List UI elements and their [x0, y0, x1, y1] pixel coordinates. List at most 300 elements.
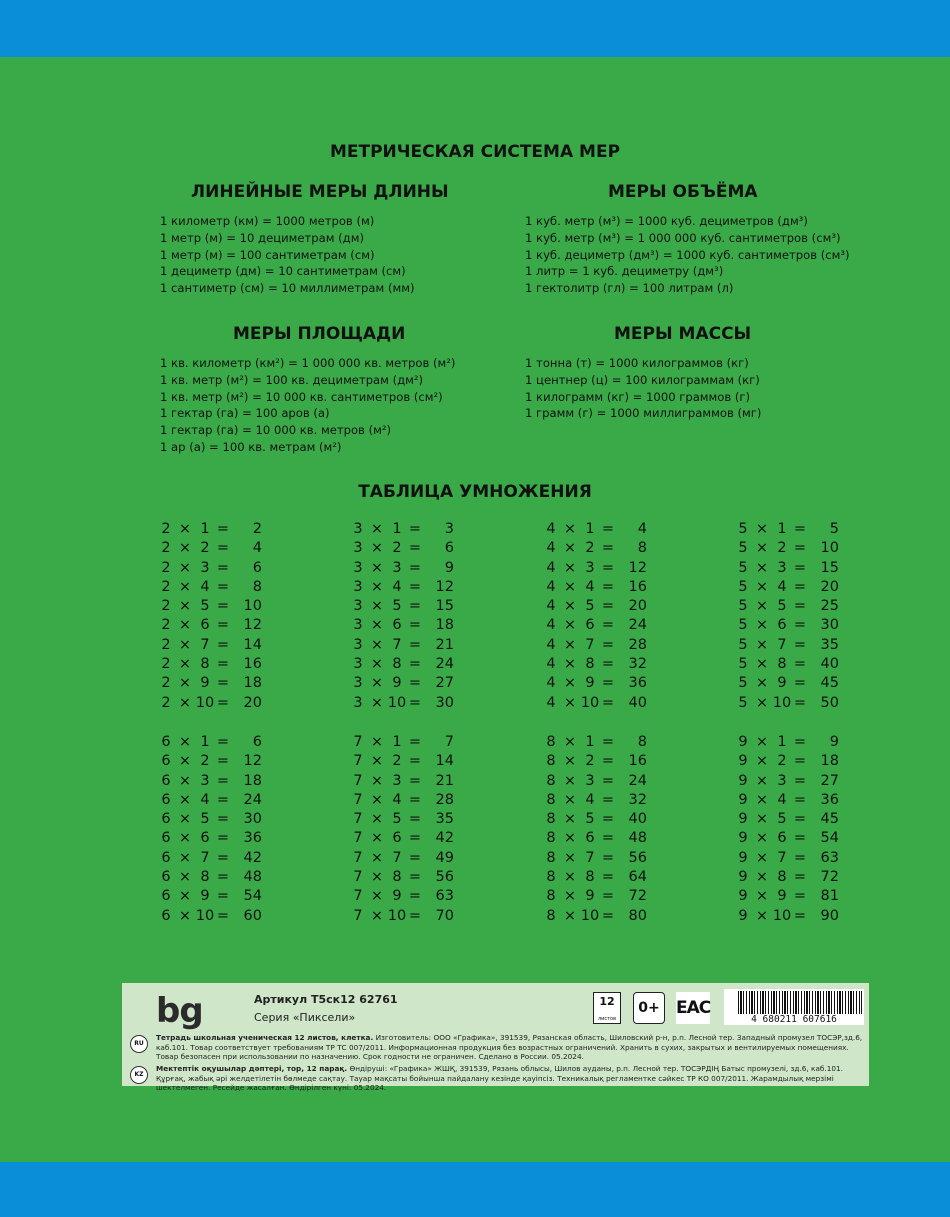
- multiplication-row: [352, 849, 472, 868]
- times-sign: ×: [563, 907, 577, 924]
- times-sign: ×: [178, 656, 192, 673]
- product: 18: [435, 617, 454, 634]
- product: 20: [628, 598, 647, 615]
- equals-sign: =: [408, 636, 422, 653]
- times-sign: ×: [755, 656, 769, 673]
- multiplier: 5: [585, 811, 595, 828]
- multiplier: 7: [777, 636, 787, 653]
- product: 81: [820, 888, 839, 905]
- product: 27: [435, 675, 454, 692]
- multiplicand: 9: [738, 811, 748, 828]
- multiplier: 8: [200, 656, 210, 673]
- multiplicand: 7: [353, 849, 363, 866]
- multiplicand: 7: [353, 734, 363, 750]
- multiplication-row: [545, 655, 665, 674]
- multiplier: 9: [200, 675, 210, 692]
- area-line: 1 ар (а) = 100 кв. метрам (м²): [160, 439, 342, 454]
- equals-sign: =: [793, 907, 807, 924]
- product: 54: [820, 830, 839, 847]
- multiplication-row: [352, 636, 472, 655]
- equals-sign: =: [216, 734, 230, 750]
- multiplication-row: [545, 849, 665, 868]
- multiplier: 4: [777, 791, 787, 808]
- multiplier: 10: [387, 907, 407, 924]
- multiplicand: 9: [738, 791, 748, 808]
- multiplier: 1: [200, 521, 210, 537]
- multiplier: 7: [585, 636, 595, 653]
- equals-sign: =: [216, 617, 230, 634]
- eac-mark-icon: EAC: [676, 992, 710, 1024]
- times-sign: ×: [370, 617, 384, 634]
- multiplier: 10: [387, 694, 407, 711]
- barcode-bars-icon: [738, 991, 862, 1015]
- equals-sign: =: [408, 811, 422, 828]
- multiplicand: 6: [161, 888, 171, 905]
- times-sign: ×: [755, 617, 769, 634]
- multiplier: 7: [200, 849, 210, 866]
- multiplicand: 2: [161, 521, 171, 537]
- multiplication-row: [545, 597, 665, 616]
- times-sign: ×: [370, 907, 384, 924]
- multiplication-row: [160, 655, 280, 674]
- product: 28: [435, 791, 454, 808]
- equals-sign: =: [408, 907, 422, 924]
- length-section-list: [160, 213, 414, 297]
- times-sign: ×: [563, 849, 577, 866]
- equals-sign: =: [601, 869, 615, 886]
- multiplier: 10: [195, 907, 215, 924]
- equals-sign: =: [601, 559, 615, 576]
- times-sign: ×: [178, 617, 192, 634]
- multiplicand: 8: [546, 849, 556, 866]
- times-sign: ×: [178, 869, 192, 886]
- equals-sign: =: [216, 888, 230, 905]
- multiplication-row: [352, 772, 472, 791]
- multiplicand: 3: [353, 636, 363, 653]
- multiplicand: 2: [161, 617, 171, 634]
- times-sign: ×: [563, 734, 577, 750]
- times-sign: ×: [178, 772, 192, 789]
- product: 24: [243, 791, 262, 808]
- times-sign: ×: [563, 521, 577, 537]
- product: 80: [628, 907, 647, 924]
- times-sign: ×: [755, 753, 769, 770]
- equals-sign: =: [601, 907, 615, 924]
- multiplication-row: [160, 868, 280, 887]
- multiplicand: 5: [738, 694, 748, 711]
- equals-sign: =: [601, 734, 615, 750]
- multiplicand: 6: [161, 734, 171, 750]
- multiplicand: 4: [546, 636, 556, 653]
- multiplier: 10: [580, 694, 600, 711]
- equals-sign: =: [793, 540, 807, 557]
- mass-section-title: МЕРЫ МАССЫ: [614, 324, 752, 344]
- times-sign: ×: [178, 540, 192, 557]
- product: 54: [243, 888, 262, 905]
- multiplier: 7: [392, 849, 402, 866]
- multiplier: 5: [585, 598, 595, 615]
- product: 60: [243, 907, 262, 924]
- multiplier: 9: [777, 888, 787, 905]
- product: 45: [820, 675, 839, 692]
- times-sign: ×: [563, 656, 577, 673]
- equals-sign: =: [408, 617, 422, 634]
- equals-sign: =: [793, 753, 807, 770]
- multiplier: 9: [777, 675, 787, 692]
- product: 63: [820, 849, 839, 866]
- times-sign: ×: [563, 559, 577, 576]
- multiplier: 9: [585, 888, 595, 905]
- multiplier: 7: [392, 636, 402, 653]
- product: 72: [820, 869, 839, 886]
- product: 15: [820, 559, 839, 576]
- equals-sign: =: [601, 830, 615, 847]
- product: 24: [628, 617, 647, 634]
- equals-sign: =: [793, 694, 807, 711]
- times-sign: ×: [370, 772, 384, 789]
- product: 8: [637, 734, 647, 750]
- equals-sign: =: [216, 578, 230, 595]
- times-sign: ×: [178, 907, 192, 924]
- multiplication-block: [737, 733, 857, 926]
- times-sign: ×: [370, 791, 384, 808]
- multiplicand: 6: [161, 849, 171, 866]
- multiplicand: 2: [161, 559, 171, 576]
- times-sign: ×: [563, 598, 577, 615]
- kz-language-icon: KZ: [130, 1066, 148, 1084]
- equals-sign: =: [793, 675, 807, 692]
- times-sign: ×: [178, 753, 192, 770]
- times-sign: ×: [755, 598, 769, 615]
- multiplication-row: [545, 791, 665, 810]
- times-sign: ×: [563, 811, 577, 828]
- multiplicand: 7: [353, 791, 363, 808]
- product: 16: [628, 578, 647, 595]
- times-sign: ×: [755, 540, 769, 557]
- product: 90: [820, 907, 839, 924]
- multiplicand: 4: [546, 578, 556, 595]
- product: 16: [243, 656, 262, 673]
- sheets-word: листов: [597, 1016, 617, 1022]
- equals-sign: =: [216, 559, 230, 576]
- sheets-count: 12: [599, 995, 615, 1008]
- area-line: 1 гектар (га) = 10 000 кв. метров (м²): [160, 423, 392, 438]
- multiplication-row: [737, 887, 857, 906]
- equals-sign: =: [793, 578, 807, 595]
- product: 40: [628, 811, 647, 828]
- equals-sign: =: [216, 656, 230, 673]
- product: 45: [820, 811, 839, 828]
- product: 40: [628, 694, 647, 711]
- product: 15: [435, 598, 454, 615]
- multiplicand: 4: [546, 521, 556, 537]
- multiplication-row: [160, 772, 280, 791]
- ru-product-name: Тетрадь школьная ученическая 12 листов, клетка.: [156, 1033, 374, 1042]
- equals-sign: =: [408, 578, 422, 595]
- multiplication-row: [160, 636, 280, 655]
- top-blue-stripe: [0, 0, 950, 57]
- times-sign: ×: [563, 791, 577, 808]
- multiplication-row: [352, 539, 472, 558]
- equals-sign: =: [601, 675, 615, 692]
- multiplicand: 3: [353, 694, 363, 711]
- product: 6: [444, 540, 454, 557]
- article-number: Артикул Т5ск12 62761: [254, 993, 398, 1006]
- multiplication-row: [545, 752, 665, 771]
- times-sign: ×: [370, 598, 384, 615]
- product: 30: [243, 811, 262, 828]
- length-line: 1 километр (км) = 1000 метров (м): [160, 214, 375, 228]
- equals-sign: =: [216, 753, 230, 770]
- multiplication-row: [160, 791, 280, 810]
- product: 32: [628, 791, 647, 808]
- multiplication-row: [545, 772, 665, 791]
- product: 7: [444, 734, 454, 750]
- multiplication-row: [545, 616, 665, 635]
- multiplicand: 7: [353, 753, 363, 770]
- multiplicand: 3: [353, 675, 363, 692]
- equals-sign: =: [408, 869, 422, 886]
- times-sign: ×: [755, 559, 769, 576]
- multiplication-row: [737, 752, 857, 771]
- times-sign: ×: [370, 849, 384, 866]
- area-section-list: [160, 355, 455, 456]
- multiplicand: 2: [161, 578, 171, 595]
- multiplier: 7: [200, 636, 210, 653]
- multiplicand: 2: [161, 694, 171, 711]
- length-section-title: ЛИНЕЙНЫЕ МЕРЫ ДЛИНЫ: [191, 182, 449, 202]
- multiplicand: 5: [738, 559, 748, 576]
- multiplier: 2: [392, 540, 402, 557]
- volume-line: 1 литр = 1 куб. дециметру (дм³): [525, 264, 724, 279]
- bottom-blue-stripe: [0, 1162, 950, 1217]
- product: 36: [628, 675, 647, 692]
- times-sign: ×: [178, 694, 192, 711]
- times-sign: ×: [755, 907, 769, 924]
- multiplication-row: [160, 578, 280, 597]
- equals-sign: =: [793, 830, 807, 847]
- equals-sign: =: [216, 849, 230, 866]
- times-sign: ×: [370, 540, 384, 557]
- multiplication-row: [737, 733, 857, 752]
- kz-details: Өндіруші: «Графика» ЖШҚ, 391539, Рязань облысы, Шилов ауданы, р.п. Лесной тер. ТОСЭРДІҢ Батыс промузелі, зд.6, каб.101. Құрғақ, жабық әрі желдетілетін бөлмеде сақтау. Тауар мақсаты бойынша пайдалану кезінде қауіпсіз. Техникалық регламентке сәйкес ТР КО 007/2011. Жарамдылық мерзімі шектелмеген. Ресейде жасалған. Өндірілген күні: 05.2024.: [156, 1064, 844, 1093]
- multiplicand: 8: [546, 907, 556, 924]
- multiplier: 5: [200, 598, 210, 615]
- multiplicand: 5: [738, 675, 748, 692]
- multiplication-title: ТАБЛИЦА УМНОЖЕНИЯ: [358, 482, 592, 502]
- multiplication-row: [545, 578, 665, 597]
- multiplication-row: [352, 559, 472, 578]
- product: 6: [252, 734, 262, 750]
- multiplier: 1: [200, 734, 210, 750]
- product: 30: [820, 617, 839, 634]
- multiplication-row: [545, 733, 665, 752]
- multiplication-row: [160, 539, 280, 558]
- equals-sign: =: [216, 636, 230, 653]
- multiplier: 4: [585, 578, 595, 595]
- multiplicand: 4: [546, 617, 556, 634]
- multiplier: 3: [200, 559, 210, 576]
- equals-sign: =: [408, 540, 422, 557]
- multiplication-row: [160, 559, 280, 578]
- multiplier: 2: [585, 753, 595, 770]
- equals-sign: =: [408, 734, 422, 750]
- multiplication-row: [352, 791, 472, 810]
- barcode-number: 4 680211 607616: [724, 1014, 864, 1025]
- kz-description: [156, 1064, 864, 1093]
- product: 8: [637, 540, 647, 557]
- equals-sign: =: [408, 559, 422, 576]
- equals-sign: =: [216, 521, 230, 537]
- multiplication-row: [352, 868, 472, 887]
- times-sign: ×: [178, 830, 192, 847]
- product: 8: [252, 578, 262, 595]
- multiplicand: 4: [546, 694, 556, 711]
- equals-sign: =: [408, 791, 422, 808]
- multiplicand: 2: [161, 540, 171, 557]
- multiplier: 2: [200, 753, 210, 770]
- multiplier: 3: [392, 559, 402, 576]
- multiplicand: 8: [546, 888, 556, 905]
- area-line: 1 кв. метр (м²) = 100 кв. дециметрам (дм²): [160, 372, 424, 387]
- times-sign: ×: [370, 753, 384, 770]
- multiplication-row: [545, 559, 665, 578]
- multiplicand: 6: [161, 907, 171, 924]
- multiplier: 6: [392, 617, 402, 634]
- multiplier: 4: [200, 791, 210, 808]
- multiplier: 6: [777, 830, 787, 847]
- equals-sign: =: [601, 888, 615, 905]
- mass-line: 1 центнер (ц) = 100 килограммам (кг): [525, 372, 760, 387]
- product: 49: [435, 849, 454, 866]
- equals-sign: =: [216, 830, 230, 847]
- multiplication-block: [352, 520, 472, 713]
- equals-sign: =: [216, 540, 230, 557]
- volume-section-title: МЕРЫ ОБЪЁМА: [608, 182, 758, 202]
- times-sign: ×: [755, 734, 769, 750]
- times-sign: ×: [755, 694, 769, 711]
- multiplication-row: [737, 772, 857, 791]
- multiplication-row: [737, 578, 857, 597]
- multiplicand: 2: [161, 656, 171, 673]
- multiplicand: 7: [353, 869, 363, 886]
- product: 48: [628, 830, 647, 847]
- multiplication-row: [737, 636, 857, 655]
- multiplicand: 8: [546, 869, 556, 886]
- multiplication-row: [737, 539, 857, 558]
- equals-sign: =: [793, 598, 807, 615]
- times-sign: ×: [370, 734, 384, 750]
- multiplier: 4: [200, 578, 210, 595]
- equals-sign: =: [408, 598, 422, 615]
- multiplicand: 6: [161, 772, 171, 789]
- multiplicand: 4: [546, 559, 556, 576]
- series-name: Серия «Пиксели»: [254, 1011, 356, 1024]
- product: 9: [444, 559, 454, 576]
- multiplicand: 5: [738, 540, 748, 557]
- multiplier: 3: [585, 772, 595, 789]
- multiplication-row: [352, 655, 472, 674]
- equals-sign: =: [601, 849, 615, 866]
- product: 56: [628, 849, 647, 866]
- product: 16: [628, 753, 647, 770]
- equals-sign: =: [216, 598, 230, 615]
- product: 20: [243, 694, 262, 711]
- multiplier: 3: [200, 772, 210, 789]
- multiplication-row: [160, 887, 280, 906]
- multiplier: 5: [200, 811, 210, 828]
- equals-sign: =: [408, 830, 422, 847]
- multiplier: 8: [777, 656, 787, 673]
- multiplication-row: [737, 597, 857, 616]
- multiplication-row: [352, 520, 472, 539]
- equals-sign: =: [601, 656, 615, 673]
- equals-sign: =: [216, 869, 230, 886]
- multiplicand: 7: [353, 830, 363, 847]
- multiplier: 1: [777, 521, 787, 537]
- multiplication-row: [160, 733, 280, 752]
- times-sign: ×: [755, 636, 769, 653]
- equals-sign: =: [793, 521, 807, 537]
- product: 35: [435, 811, 454, 828]
- multiplier: 4: [392, 791, 402, 808]
- multiplication-row: [352, 733, 472, 752]
- sheets-count-badge: [593, 992, 621, 1024]
- multiplier: 5: [777, 598, 787, 615]
- times-sign: ×: [563, 772, 577, 789]
- equals-sign: =: [408, 849, 422, 866]
- multiplicand: 4: [546, 540, 556, 557]
- multiplication-row: [545, 810, 665, 829]
- multiplier: 4: [777, 578, 787, 595]
- product: 56: [435, 869, 454, 886]
- multiplication-row: [160, 810, 280, 829]
- multiplication-row: [160, 829, 280, 848]
- multiplier: 10: [195, 694, 215, 711]
- multiplier: 3: [392, 772, 402, 789]
- equals-sign: =: [216, 772, 230, 789]
- multiplicand: 5: [738, 578, 748, 595]
- equals-sign: =: [601, 694, 615, 711]
- multiplier: 1: [585, 521, 595, 537]
- product: 25: [820, 598, 839, 615]
- product: 32: [628, 656, 647, 673]
- times-sign: ×: [178, 636, 192, 653]
- multiplication-row: [352, 752, 472, 771]
- multiplicand: 3: [353, 598, 363, 615]
- multiplier: 6: [392, 830, 402, 847]
- times-sign: ×: [178, 791, 192, 808]
- times-sign: ×: [563, 830, 577, 847]
- times-sign: ×: [178, 734, 192, 750]
- multiplication-row: [160, 520, 280, 539]
- multiplicand: 6: [161, 830, 171, 847]
- product: 48: [243, 869, 262, 886]
- multiplication-block: [160, 520, 280, 713]
- product: 3: [444, 521, 454, 537]
- times-sign: ×: [178, 811, 192, 828]
- multiplication-row: [545, 829, 665, 848]
- multiplicand: 6: [161, 753, 171, 770]
- multiplier: 4: [585, 791, 595, 808]
- equals-sign: =: [408, 656, 422, 673]
- multiplier: 8: [392, 656, 402, 673]
- times-sign: ×: [178, 578, 192, 595]
- multiplication-row: [160, 694, 280, 713]
- product: 18: [243, 772, 262, 789]
- times-sign: ×: [563, 888, 577, 905]
- multiplicand: 9: [738, 772, 748, 789]
